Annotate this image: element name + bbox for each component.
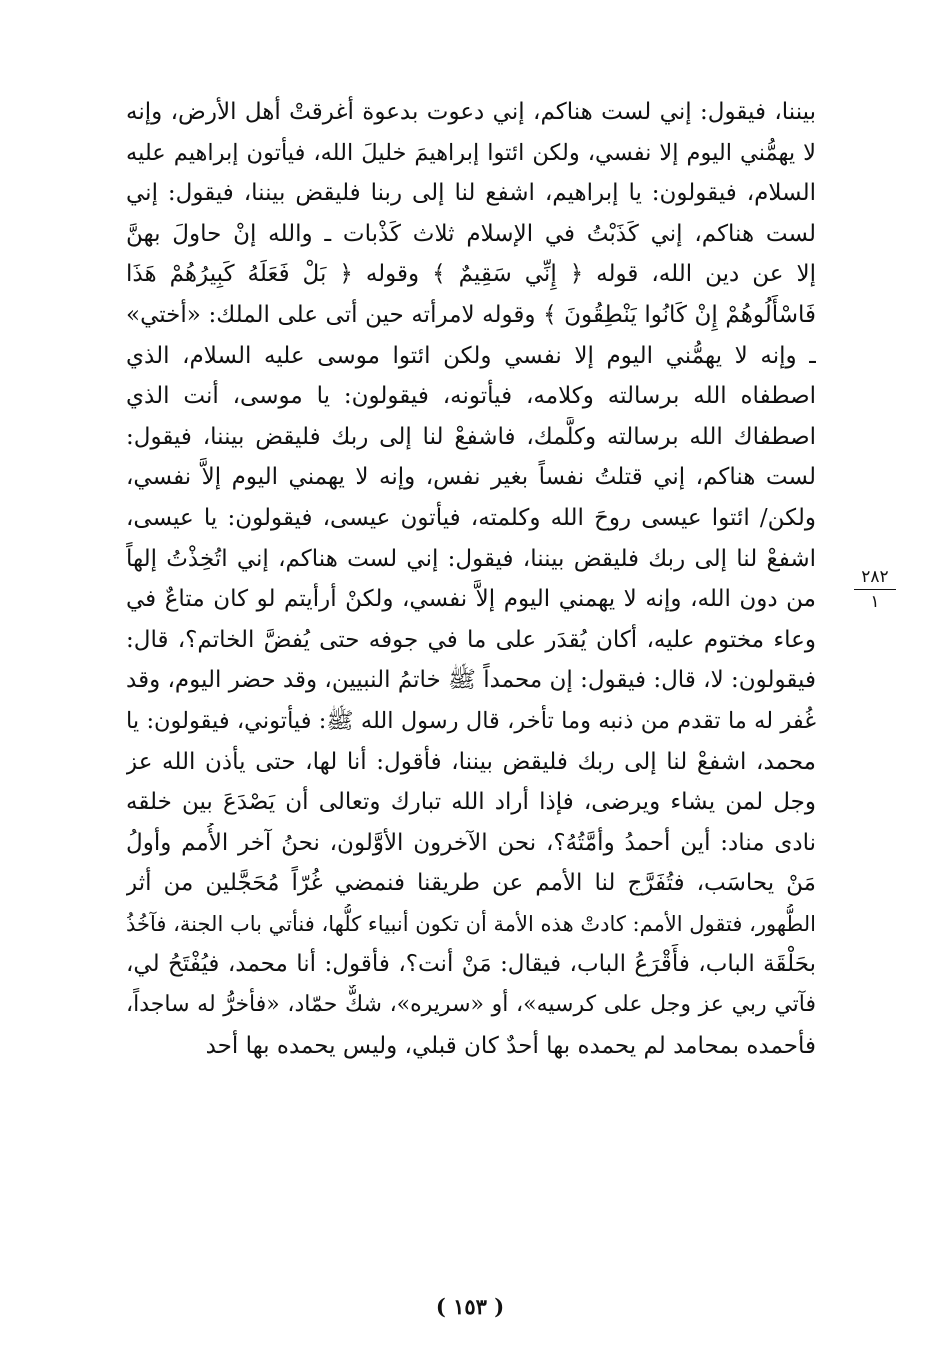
text-line: محمد، اشفعْ لنا إلى ربك فليقض بيننا، فأقول: أنا لها، حتى يأذن الله عز [126,748,816,775]
text-line: بيننا، فيقول: إني لست هناكم، إني دعوت بدعوة أغرقتْ أهل الأرض، وإنه [126,99,816,125]
text-line: لست هناكم، إني قتلتُ نفساً بغير نفس، وإنه لا يهمني اليوم إلاَّ نفسي، [126,464,816,491]
text-line: وجل لمن يشاء ويرضى، فإذا أراد الله تبارك وتعالى أن يَصْدَعَ بين خلقه [126,789,816,816]
text-line: اصطفاه الله برسالته وكلامه، فيأتونه، فيقولون: يا موسى، أنت الذي [126,383,816,410]
text-line: لست هناكم، إني كَذَبْتُ في الإسلام ثلاث كَذْبات ـ والله إنْ حاولَ بهنَّ [126,220,816,247]
text-line: فَاسْأَلُوهُمْ إِنْ كَانُوا يَنْطِقُونَ ﴾ وقوله لامرأته حين أتى على الملك: «أختي» [126,301,816,328]
text-line: ـ وإنه لا يهمُّني اليوم إلا نفسي ولكن ائتوا موسى عليه السلام، الذي [126,342,816,369]
text-line: نادى مناد: أين أحمدُ وأمَّتُهُ؟، نحن الآخرون الأوَّلون، نحنُ آخر الأُمم وأولُ [126,829,816,856]
text-line: اصطفاك الله برسالته وكلَّمك، فاشفعْ لنا إلى ربك فليقض بيننا، فيقول: [126,423,816,450]
text-line: فيقولون: لا، قال: فيقول: إن محمداً ﷺ خاتمُ النبيين، وقد حضر اليوم، وقد [126,667,816,694]
margin-note-top: ٢٨٢ [861,567,889,587]
text-line: بحَلْقَة الباب، فأَقْرَعُ الباب، فيقال: مَنْ أنت؟، فأقول: أنا محمد، فيُفْتَحُ لي، [126,951,816,978]
text-line: وعاء مختوم عليه، أكان يُقدَر على ما في جوفه حتى يُفضَّ الخاتم؟، قال: [126,626,816,653]
text-line: الطُّهور، فتقول الأمم: كادتْ هذه الأمة أن تكون أنبياء كلُّها، فنأتي باب الجنة، فآخُذُ [126,911,816,936]
margin-note-bottom: ١ [870,592,880,612]
text-line: السلام، فيقولون: يا إبراهيم، اشفع لنا إلى ربنا فليقض بيننا، فيقول: إني [126,180,816,207]
text-line: فأحمده بمحامد لم يحمده بها أحدٌ كان قبلي، وليس يحمده بها أحد [205,1032,816,1059]
text-line: إلا عن دين الله، قوله ﴿ إِنِّي سَقِيمٌ ﴾ وقوله ﴿ بَلْ فَعَلَهُ كَبِيرُهُمْ هَذَا [126,261,816,288]
text-line: من دون الله، وإنه لا يهمني اليوم إلاَّ نفسي، ولكنْ أرأيتم لو كان متاعٌ في [126,586,816,613]
text-line: مَنْ يحاسَب، فتُفَرَّج لنا الأمم عن طريقنا فنمضي غُرّاً مُحَجَّلين من أثر [126,870,816,897]
text-line: اشفعْ لنا إلى ربك فليقض بيننا، فيقول: إني لست هناكم، إني اتُخِذْتُ إلهاً [126,545,816,572]
text-line: فآتي ربي عز وجل على كرسيه»، أو «سريره»، شكٌّ حمّاد، «فأخرُّ له ساجداً، [126,992,816,1018]
body-text [126,92,816,1066]
page-number: ( ١٥٣ ) [435,1294,505,1319]
text-line: ولكن/ ائتوا عيسى روحَ الله وكلمته، فيأتون عيسى، فيقولون: يا عيسى، [126,504,816,531]
text-line: غُفر له ما تقدم من ذنبه وما تأخر، قال رسول الله ﷺ: فيأتوني، فيقولون: يا [126,707,816,734]
margin-folio-note [852,568,898,611]
text-line: لا يهمُّني اليوم إلا نفسي، ولكن ائتوا إبراهيمَ خليلَ الله، فيأتون إبراهيم عليه [126,139,816,166]
